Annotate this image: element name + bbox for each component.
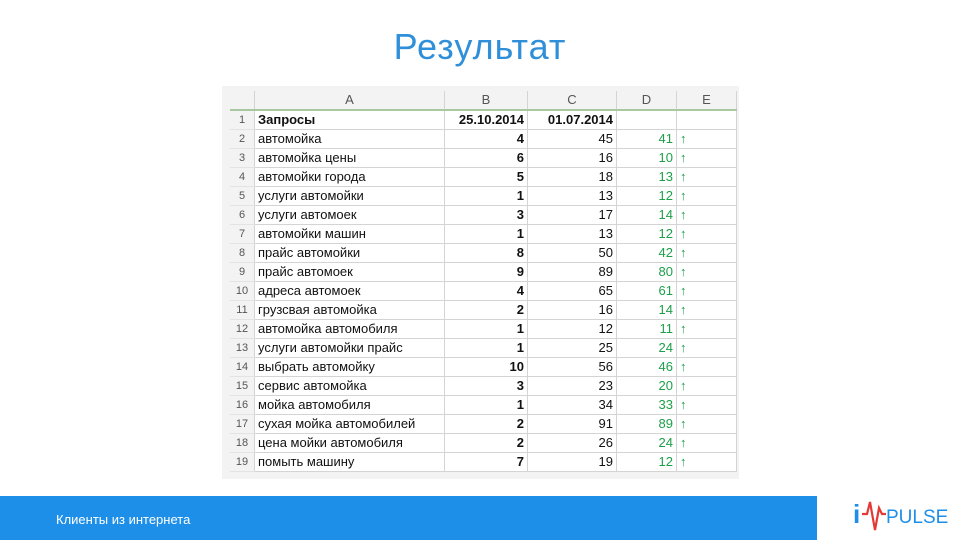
value-c-cell: 50 bbox=[528, 244, 617, 263]
row-number: 4 bbox=[230, 168, 255, 187]
column-header-row bbox=[230, 91, 737, 110]
query-cell: грузсвая автомойка bbox=[255, 301, 445, 320]
value-c-cell: 16 bbox=[528, 149, 617, 168]
table-row bbox=[230, 377, 737, 396]
row-number: 9 bbox=[230, 263, 255, 282]
table-row bbox=[230, 301, 737, 320]
spreadsheet-screenshot bbox=[222, 86, 739, 479]
delta-cell: 24 bbox=[617, 434, 677, 453]
row-number: 11 bbox=[230, 301, 255, 320]
up-arrow-icon: ↑ bbox=[677, 301, 737, 320]
up-arrow-icon: ↑ bbox=[677, 149, 737, 168]
table-row bbox=[230, 339, 737, 358]
table-row bbox=[230, 434, 737, 453]
value-b-cell: 1 bbox=[445, 320, 528, 339]
header-cell-d bbox=[617, 110, 677, 130]
query-cell: адреса автомоек bbox=[255, 282, 445, 301]
table-row bbox=[230, 282, 737, 301]
logo-i: i bbox=[853, 499, 861, 529]
table-row bbox=[230, 168, 737, 187]
query-cell: сухая мойка автомобилей bbox=[255, 415, 445, 434]
query-cell: прайс автомойки bbox=[255, 244, 445, 263]
value-b-cell: 3 bbox=[445, 206, 528, 225]
logo-graphic bbox=[850, 490, 949, 536]
up-arrow-icon: ↑ bbox=[677, 282, 737, 301]
delta-cell: 11 bbox=[617, 320, 677, 339]
table-row bbox=[230, 320, 737, 339]
value-c-cell: 23 bbox=[528, 377, 617, 396]
delta-cell: 41 bbox=[617, 130, 677, 149]
up-arrow-icon: ↑ bbox=[677, 187, 737, 206]
value-c-cell: 19 bbox=[528, 453, 617, 472]
table-row bbox=[230, 206, 737, 225]
column-header-c: C bbox=[528, 91, 617, 110]
header-cell-date-c: 01.07.2014 bbox=[528, 110, 617, 130]
up-arrow-icon: ↑ bbox=[677, 225, 737, 244]
logo-pulse-line bbox=[862, 502, 886, 530]
query-cell: мойка автомобиля bbox=[255, 396, 445, 415]
table-row bbox=[230, 263, 737, 282]
table-body bbox=[230, 91, 737, 472]
impulse-logo bbox=[850, 490, 949, 536]
up-arrow-icon: ↑ bbox=[677, 339, 737, 358]
query-cell: цена мойки автомобиля bbox=[255, 434, 445, 453]
results-table bbox=[230, 91, 737, 472]
value-c-cell: 12 bbox=[528, 320, 617, 339]
row-number: 16 bbox=[230, 396, 255, 415]
value-c-cell: 56 bbox=[528, 358, 617, 377]
value-c-cell: 25 bbox=[528, 339, 617, 358]
row-number: 15 bbox=[230, 377, 255, 396]
delta-cell: 20 bbox=[617, 377, 677, 396]
row-number: 17 bbox=[230, 415, 255, 434]
delta-cell: 13 bbox=[617, 168, 677, 187]
row-number: 18 bbox=[230, 434, 255, 453]
query-cell: услуги автомойки прайс bbox=[255, 339, 445, 358]
footer-text: Клиенты из интернета bbox=[56, 512, 191, 527]
header-cell-date-b: 25.10.2014 bbox=[445, 110, 528, 130]
delta-cell: 61 bbox=[617, 282, 677, 301]
row-number: 10 bbox=[230, 282, 255, 301]
value-b-cell: 8 bbox=[445, 244, 528, 263]
delta-cell: 12 bbox=[617, 453, 677, 472]
header-cell-e bbox=[677, 110, 737, 130]
delta-cell: 89 bbox=[617, 415, 677, 434]
query-cell: услуги автомоек bbox=[255, 206, 445, 225]
query-cell: услуги автомойки bbox=[255, 187, 445, 206]
table-row bbox=[230, 453, 737, 472]
value-b-cell: 2 bbox=[445, 415, 528, 434]
value-b-cell: 2 bbox=[445, 301, 528, 320]
row-number: 6 bbox=[230, 206, 255, 225]
value-b-cell: 1 bbox=[445, 339, 528, 358]
delta-cell: 12 bbox=[617, 225, 677, 244]
table-row bbox=[230, 244, 737, 263]
row-number: 2 bbox=[230, 130, 255, 149]
value-c-cell: 13 bbox=[528, 225, 617, 244]
table-row bbox=[230, 187, 737, 206]
row-number: 5 bbox=[230, 187, 255, 206]
table-row bbox=[230, 396, 737, 415]
delta-cell: 14 bbox=[617, 301, 677, 320]
table-row bbox=[230, 225, 737, 244]
row-number: 13 bbox=[230, 339, 255, 358]
delta-cell: 10 bbox=[617, 149, 677, 168]
query-cell: прайс автомоек bbox=[255, 263, 445, 282]
row-number: 1 bbox=[230, 110, 255, 130]
up-arrow-icon: ↑ bbox=[677, 396, 737, 415]
value-c-cell: 16 bbox=[528, 301, 617, 320]
query-cell: выбрать автомойку bbox=[255, 358, 445, 377]
row-number: 8 bbox=[230, 244, 255, 263]
value-b-cell: 1 bbox=[445, 225, 528, 244]
delta-cell: 46 bbox=[617, 358, 677, 377]
column-header-e: E bbox=[677, 91, 737, 110]
value-c-cell: 26 bbox=[528, 434, 617, 453]
value-b-cell: 4 bbox=[445, 130, 528, 149]
value-b-cell: 4 bbox=[445, 282, 528, 301]
up-arrow-icon: ↑ bbox=[677, 130, 737, 149]
row-number: 3 bbox=[230, 149, 255, 168]
delta-cell: 24 bbox=[617, 339, 677, 358]
logo-text: PULSE bbox=[886, 507, 949, 528]
value-b-cell: 5 bbox=[445, 168, 528, 187]
up-arrow-icon: ↑ bbox=[677, 206, 737, 225]
value-c-cell: 17 bbox=[528, 206, 617, 225]
query-cell: автомойка автомобиля bbox=[255, 320, 445, 339]
up-arrow-icon: ↑ bbox=[677, 434, 737, 453]
value-c-cell: 34 bbox=[528, 396, 617, 415]
query-cell: автомойки машин bbox=[255, 225, 445, 244]
row-number: 14 bbox=[230, 358, 255, 377]
value-b-cell: 1 bbox=[445, 187, 528, 206]
up-arrow-icon: ↑ bbox=[677, 168, 737, 187]
up-arrow-icon: ↑ bbox=[677, 358, 737, 377]
value-c-cell: 89 bbox=[528, 263, 617, 282]
value-c-cell: 18 bbox=[528, 168, 617, 187]
query-cell: автомойки города bbox=[255, 168, 445, 187]
row-number: 12 bbox=[230, 320, 255, 339]
delta-cell: 33 bbox=[617, 396, 677, 415]
value-b-cell: 3 bbox=[445, 377, 528, 396]
query-cell: сервис автомойка bbox=[255, 377, 445, 396]
footer-bar bbox=[0, 496, 817, 540]
value-c-cell: 45 bbox=[528, 130, 617, 149]
value-b-cell: 2 bbox=[445, 434, 528, 453]
value-b-cell: 6 bbox=[445, 149, 528, 168]
row-number: 7 bbox=[230, 225, 255, 244]
corner-cell bbox=[230, 91, 255, 110]
table-row bbox=[230, 358, 737, 377]
up-arrow-icon: ↑ bbox=[677, 377, 737, 396]
page-title: Результат bbox=[393, 26, 567, 67]
value-b-cell: 1 bbox=[445, 396, 528, 415]
delta-cell: 14 bbox=[617, 206, 677, 225]
up-arrow-icon: ↑ bbox=[677, 320, 737, 339]
delta-cell: 42 bbox=[617, 244, 677, 263]
delta-cell: 12 bbox=[617, 187, 677, 206]
query-cell: помыть машину bbox=[255, 453, 445, 472]
table-row bbox=[230, 110, 737, 130]
column-header-d: D bbox=[617, 91, 677, 110]
up-arrow-icon: ↑ bbox=[677, 415, 737, 434]
column-header-b: B bbox=[445, 91, 528, 110]
header-cell-queries: Запросы bbox=[255, 110, 445, 130]
delta-cell: 80 bbox=[617, 263, 677, 282]
value-c-cell: 65 bbox=[528, 282, 617, 301]
value-c-cell: 91 bbox=[528, 415, 617, 434]
table-row bbox=[230, 415, 737, 434]
query-cell: автомойка bbox=[255, 130, 445, 149]
up-arrow-icon: ↑ bbox=[677, 244, 737, 263]
value-b-cell: 9 bbox=[445, 263, 528, 282]
up-arrow-icon: ↑ bbox=[677, 453, 737, 472]
value-b-cell: 10 bbox=[445, 358, 528, 377]
row-number: 19 bbox=[230, 453, 255, 472]
up-arrow-icon: ↑ bbox=[677, 263, 737, 282]
table-row bbox=[230, 149, 737, 168]
table-row bbox=[230, 130, 737, 149]
value-c-cell: 13 bbox=[528, 187, 617, 206]
query-cell: автомойка цены bbox=[255, 149, 445, 168]
column-header-a: A bbox=[255, 91, 445, 110]
value-b-cell: 7 bbox=[445, 453, 528, 472]
